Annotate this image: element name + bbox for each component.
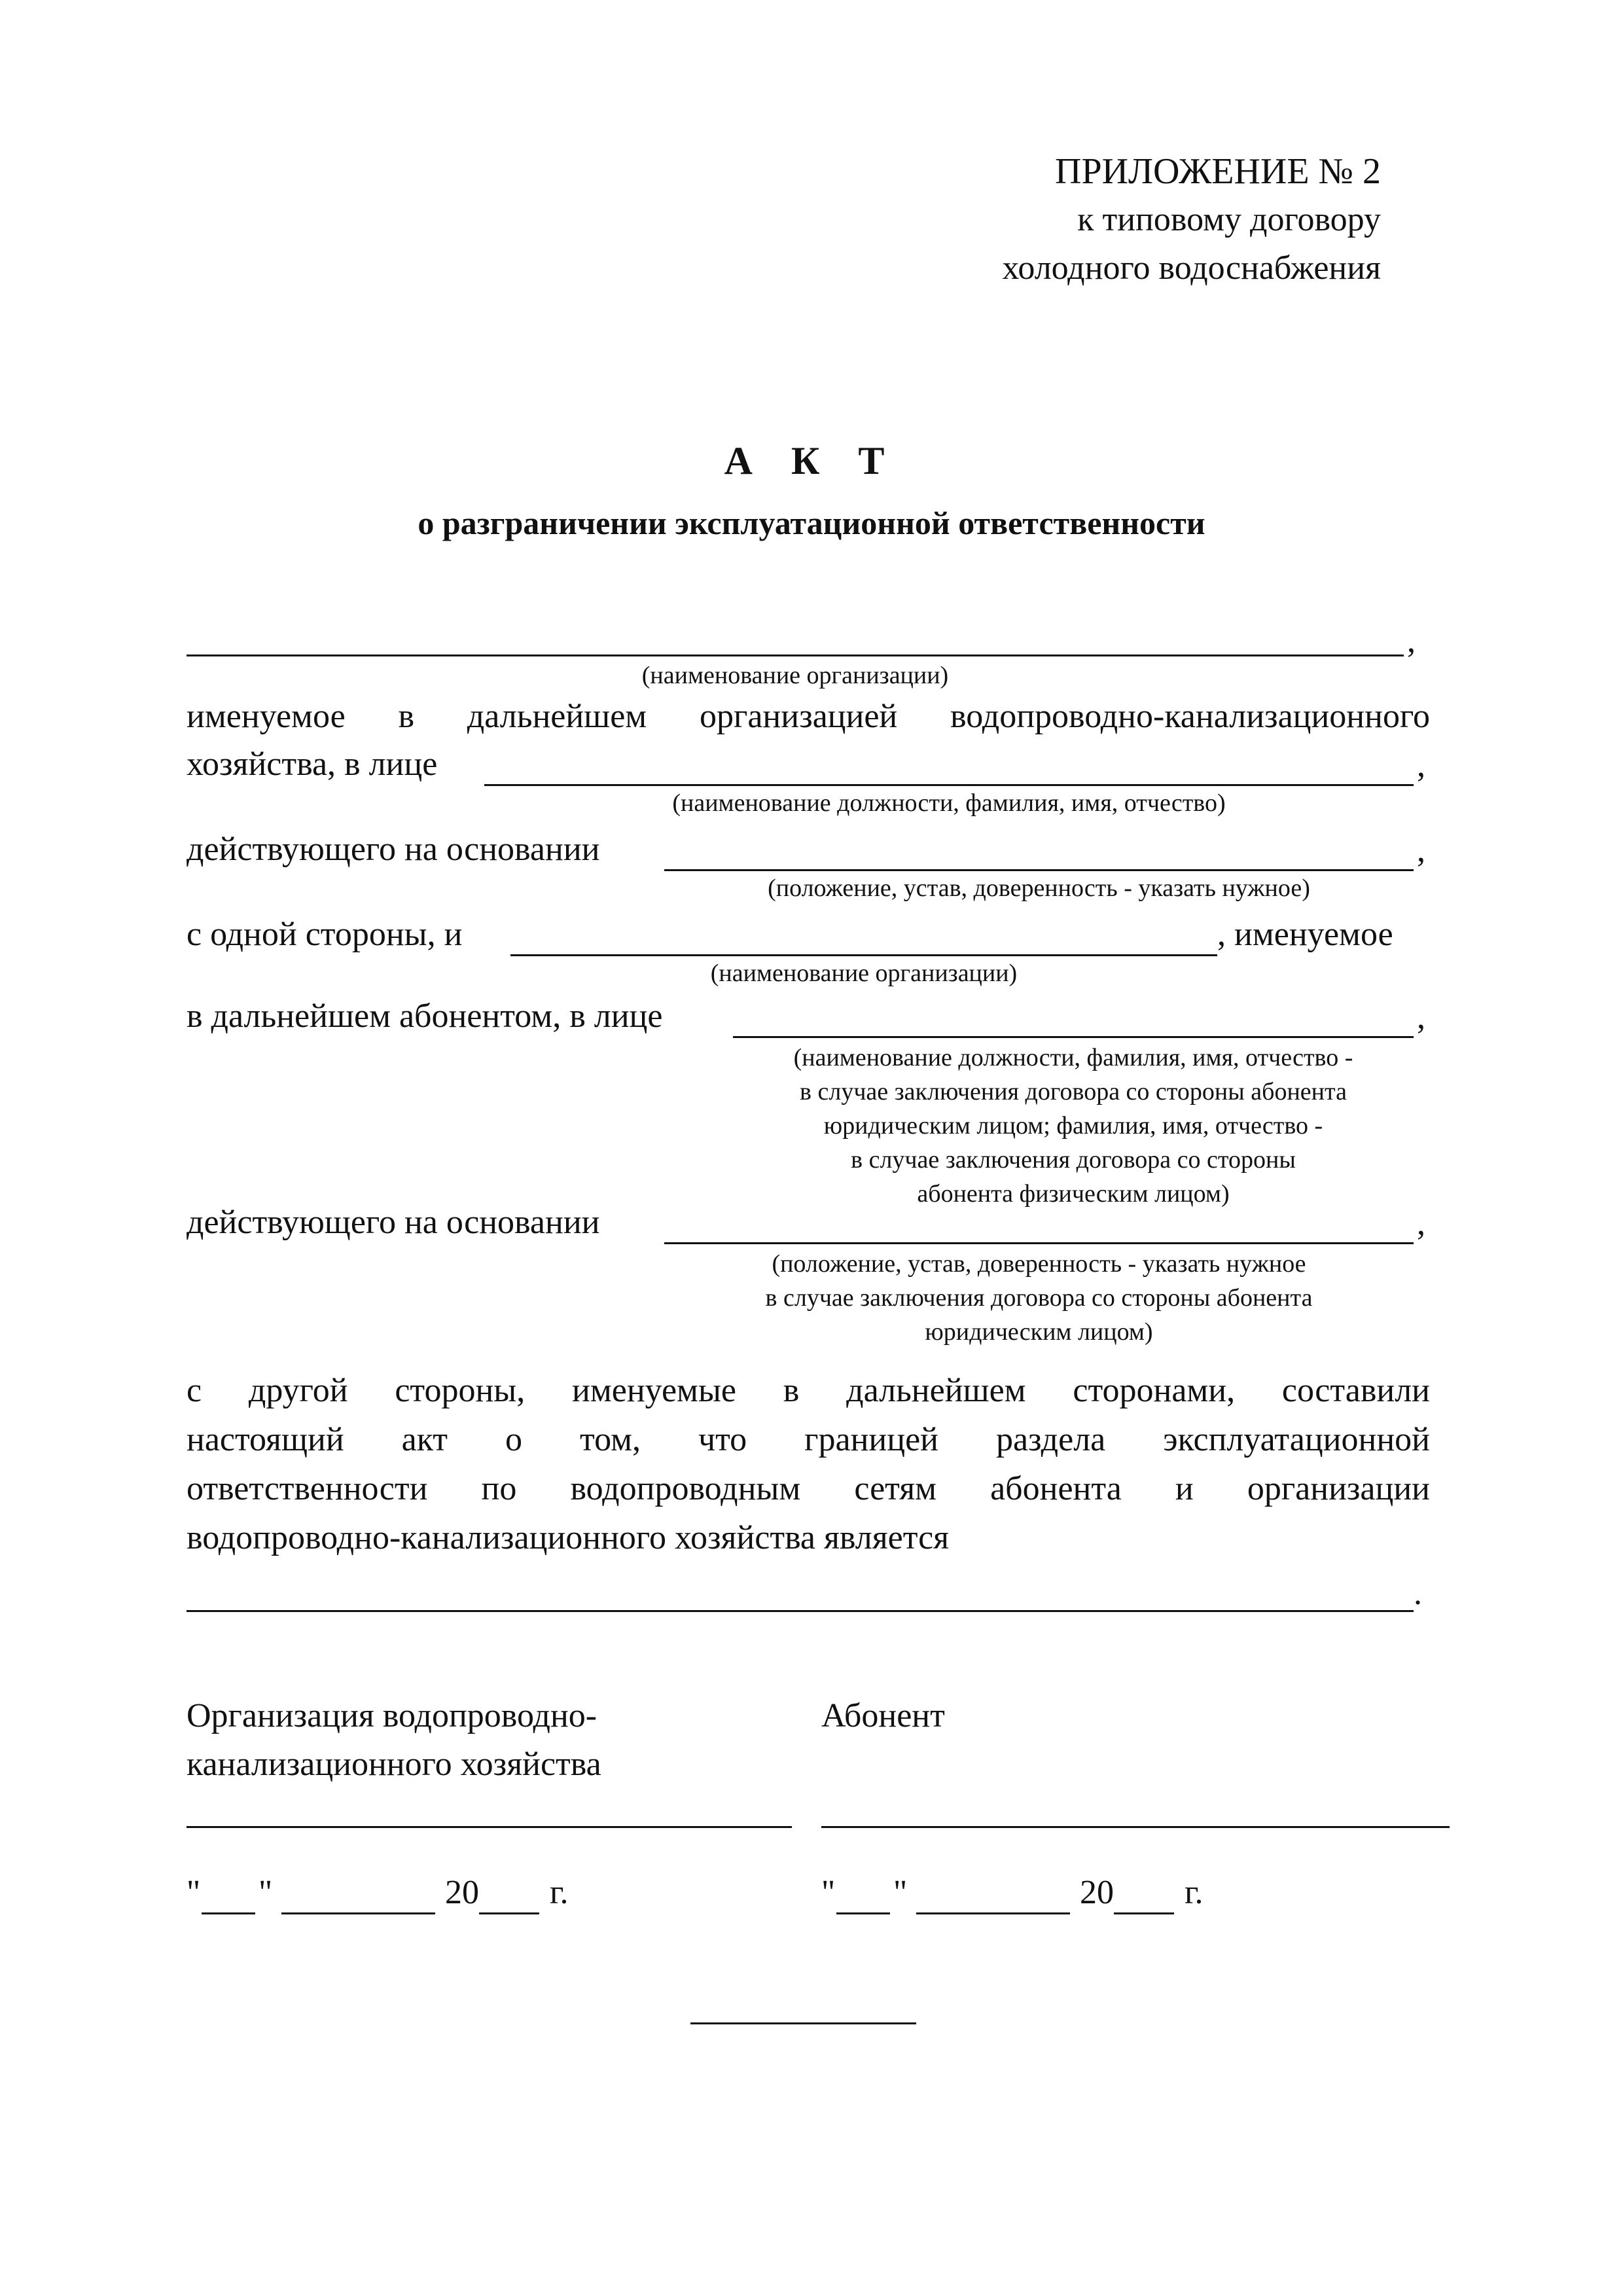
boundary-description-field[interactable] (187, 1610, 1414, 1612)
p3-prefix: с одной стороны, и (187, 916, 463, 953)
document-subtitle: о разграничении эксплуатационной ответственности (418, 505, 1205, 541)
subscriber-basis-field[interactable] (664, 1242, 1414, 1244)
subscriber-signature-label: Абонент (821, 1697, 945, 1734)
org-date-year-suffix: г. (550, 1874, 569, 1911)
p2-prefix: действующего на основании (187, 831, 600, 868)
subscriber-date-quote-open: " (821, 1874, 836, 1911)
subscriber-representative-field[interactable] (733, 1036, 1414, 1038)
org-date-month-field[interactable] (281, 1912, 435, 1914)
org-date-quote-open: " (187, 1874, 201, 1911)
p6-line: настоящий акт о том, что границей раздела эксплуатационной (187, 1421, 1430, 1458)
org-date-quote-close: " (259, 1874, 273, 1911)
org-date-year-field[interactable] (479, 1912, 539, 1914)
p4-caption-line: абонента физическим лицом) (917, 1180, 1230, 1208)
org-representative-caption: (наименование должности, фамилия, имя, отчество) (672, 789, 1226, 817)
p4-caption-line: юридическим лицом; фамилия, имя, отчество - (823, 1112, 1323, 1139)
p4-caption-line: в случае заключения договора со стороны абонента (800, 1078, 1347, 1105)
appendix-number: ПРИЛОЖЕНИЕ № 2 (1055, 151, 1381, 192)
subscriber-signature-field[interactable] (821, 1826, 1450, 1828)
org-signature-label-line1: Организация водопроводно- (187, 1697, 597, 1734)
document-title: А К Т (724, 439, 899, 482)
p4-prefix: в дальнейшем абонентом, в лице (187, 997, 663, 1035)
subscriber-representative-caption (700, 1041, 1446, 1211)
p6-last-line: водопроводно-канализационного хозяйства является (187, 1519, 950, 1556)
p6-period: . (1414, 1575, 1422, 1612)
org-signature-field[interactable] (187, 1826, 792, 1828)
p5-prefix: действующего на основании (187, 1204, 600, 1241)
org-date-day-field[interactable] (202, 1912, 255, 1914)
subscriber-org-caption: (наименование организации) (710, 960, 1018, 987)
subscriber-org-field[interactable] (510, 954, 1217, 956)
subscriber-date-quote-close: " (893, 1874, 908, 1911)
subscriber-date-day-field[interactable] (836, 1912, 890, 1914)
p1-line1: именуемое в дальнейшем организацией водопроводно-канализационного (187, 698, 1430, 735)
p6-line: ответственности по водопроводным сетям абонента и организации (187, 1470, 1430, 1507)
org-comma: , (1407, 622, 1416, 660)
appendix-header (1002, 147, 1381, 293)
p6-line: с другой стороны, именуемые в дальнейшем сторонами, составили (187, 1372, 1430, 1409)
p1-line2-prefix: хозяйства, в лице (187, 745, 438, 783)
p5-caption-line: (положение, устав, доверенность - указать нужное (772, 1250, 1306, 1278)
org-basis-field[interactable] (664, 869, 1414, 871)
subscriber-date-month-field[interactable] (916, 1912, 1070, 1914)
p4-caption-line: в случае заключения договора со стороны (851, 1146, 1296, 1174)
p4-caption-line: (наименование должности, фамилия, имя, отчество - (793, 1044, 1353, 1071)
p2-comma: , (1417, 832, 1425, 869)
p5-comma: , (1417, 1205, 1425, 1242)
p5-caption-line: в случае заключения договора со стороны абонента (765, 1284, 1313, 1312)
appendix-subtitle-1: к типовому договору (1077, 201, 1381, 238)
org-basis-caption: (положение, устав, доверенность - указать нужное) (768, 874, 1310, 902)
subscriber-basis-caption (664, 1247, 1414, 1349)
org-name-field[interactable] (187, 655, 1404, 656)
p1-comma: , (1417, 747, 1425, 784)
closing-divider (690, 2022, 916, 2024)
subscriber-date-year-field[interactable] (1114, 1912, 1174, 1914)
p3-suffix: , именуемое (1217, 916, 1393, 953)
org-signature-label-line2: канализационного хозяйства (187, 1746, 601, 1783)
org-representative-field[interactable] (484, 784, 1414, 786)
p5-caption-line: юридическим лицом) (925, 1318, 1153, 1346)
org-signature-label (187, 1692, 601, 1789)
p4-comma: , (1417, 999, 1425, 1036)
org-date-year-prefix: 20 (445, 1874, 479, 1911)
subscriber-date-year-prefix: 20 (1080, 1874, 1114, 1911)
org-name-caption: (наименование организации) (641, 662, 949, 689)
appendix-subtitle-2: холодного водоснабжения (1002, 249, 1381, 287)
subscriber-date-year-suffix: г. (1185, 1874, 1204, 1911)
